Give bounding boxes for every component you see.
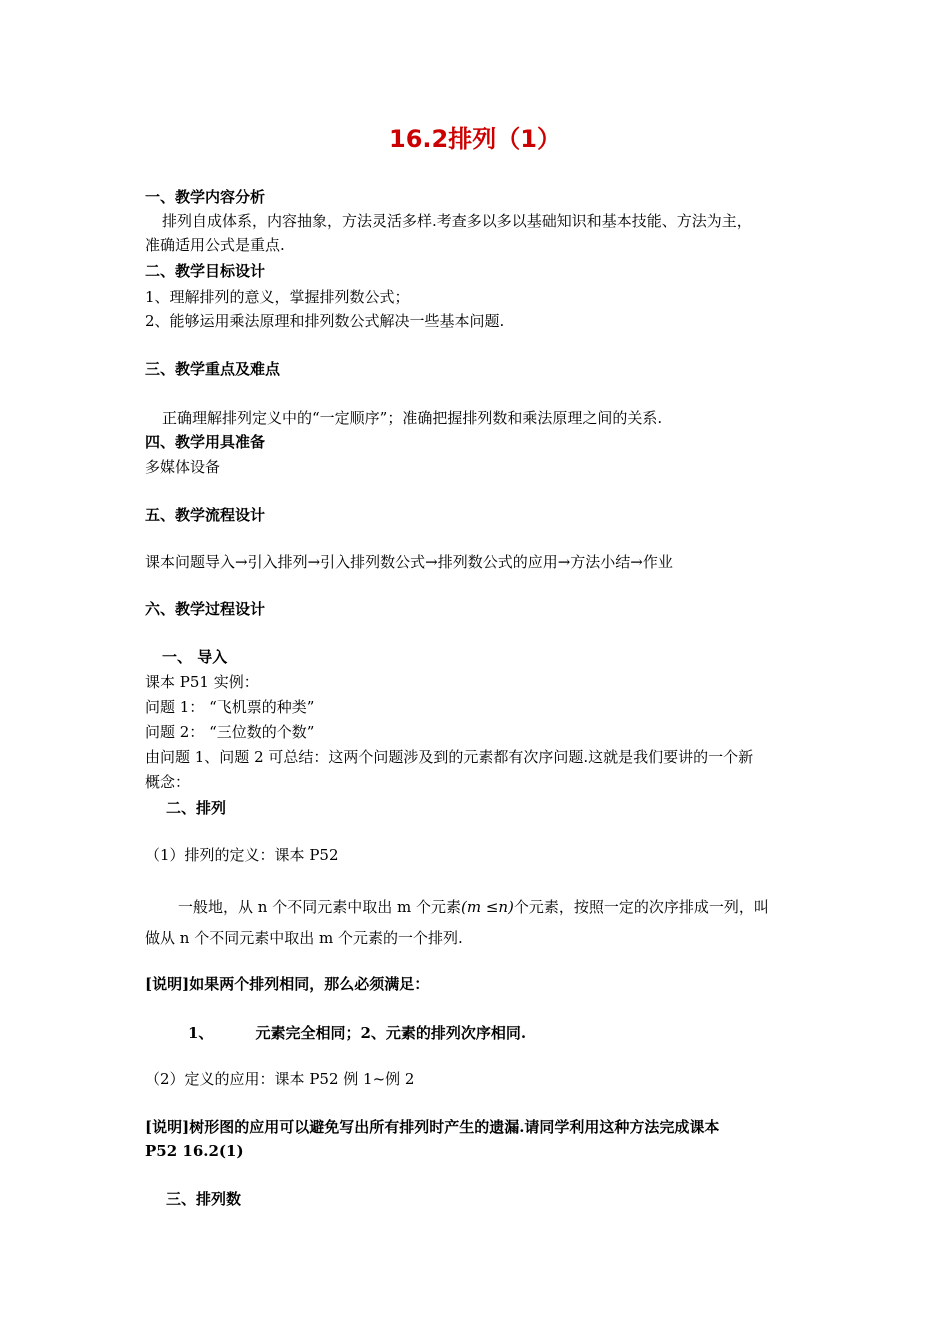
note: P52 16.2(1) — [145, 1142, 244, 1160]
note: [说明]树形图的应用可以避免写出所有排列时产生的遗漏.请同学利用这种方法完成课本 — [145, 1118, 720, 1136]
paragraph: （1）排列的定义：课本 P52 — [145, 846, 339, 864]
note: [说明]如果两个排列相同，那么必须满足： — [145, 975, 430, 993]
subsection-heading-permutation-number: 三、排列数 — [166, 1190, 242, 1208]
definition-line — [178, 896, 769, 918]
section-heading-key-points: 三、教学重点及难点 — [145, 360, 281, 378]
condition-number: 1、 — [188, 1024, 214, 1042]
section-heading-process: 六、教学过程设计 — [145, 600, 266, 618]
section-heading-content-analysis: 一、教学内容分析 — [145, 188, 266, 206]
section-heading-flow: 五、教学流程设计 — [145, 506, 266, 524]
definition-text: 个元素，按照一定的次序排成一列，叫 — [513, 898, 769, 916]
condition-text: 元素完全相同；2、元素的排列次序相同. — [255, 1024, 527, 1042]
paragraph: 正确理解排列定义中的“一定顺序”；准确把握排列数和乘法原理之间的关系. — [162, 409, 663, 427]
list-item: 1、理解排列的意义，掌握排列数公式； — [145, 288, 410, 306]
paragraph: 问题 1： “飞机票的种类” — [145, 698, 315, 716]
list-item: 2、能够运用乘法原理和排列数公式解决一些基本问题. — [145, 312, 505, 330]
paragraph: 课本 P51 实例： — [145, 673, 259, 691]
paragraph: 排列自成体系，内容抽象，方法灵活多样.考查多以多以基础知识和基本技能、方法为主， — [162, 212, 752, 230]
paragraph: 准确适用公式是重点. — [145, 236, 285, 254]
paragraph: 多媒体设备 — [145, 458, 221, 476]
flow-text: 课本问题导入→引入排列→引入排列数公式→排列数公式的应用→方法小结→作业 — [145, 553, 673, 571]
paragraph: 由问题 1、问题 2 可总结：这两个问题涉及到的元素都有次序问题.这就是我们要讲的一个新 — [145, 748, 754, 766]
definition-text: 一般地，从 n 个不同元素中取出 m 个元素 — [178, 898, 461, 916]
subsection-heading-permutation: 二、排列 — [166, 799, 227, 817]
paragraph: （2）定义的应用：课本 P52 例 1~例 2 — [145, 1070, 415, 1088]
condition-line — [188, 1022, 526, 1044]
subsection-heading-intro: 一、 导入 — [162, 648, 228, 666]
paragraph: 问题 2： “三位数的个数” — [145, 723, 315, 741]
paragraph: 概念： — [145, 773, 191, 791]
page-title: 16.2排列（1） — [389, 125, 561, 153]
section-heading-objectives: 二、教学目标设计 — [145, 262, 266, 280]
definition-line: 做从 n 个不同元素中取出 m 个元素的一个排列. — [145, 929, 463, 947]
section-heading-tools: 四、教学用具准备 — [145, 433, 266, 451]
math-expression: (m ≤n) — [460, 898, 514, 916]
